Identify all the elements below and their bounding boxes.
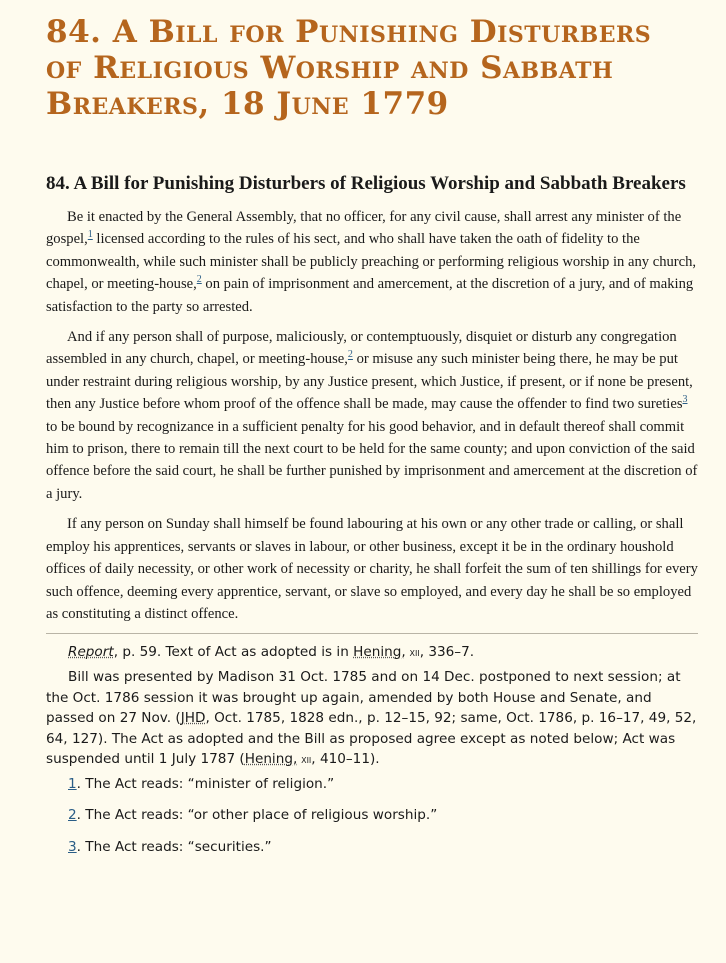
- notes-text: , Oct. 1785, 1828 edn., p. 12–15, 92; same, Oct. 1786, p. 16–17, 49, 52, 64, 127). The Act as adopted and the Bill as proposed agree except as noted below; Act was suspended until 1 July 1787 (: [46, 710, 697, 768]
- footnote-ref-1[interactable]: 1: [87, 229, 93, 241]
- bill-text-segment: on pain of imprisonment and amercement, at the discretion of a jury, and of making satisfaction to the party so arrested.: [46, 276, 694, 315]
- bill-text: [46, 206, 698, 625]
- footnote-item: [68, 774, 698, 795]
- bill-paragraph-1: [46, 206, 698, 318]
- bill-text-segment: Be it enacted by the General Assembly, that no officer, for any civil cause, shall arrest any minister of the gospel,: [46, 209, 682, 248]
- divider: [46, 633, 698, 634]
- jhd-link[interactable]: JHD: [180, 710, 206, 727]
- footnote-item: [68, 805, 698, 826]
- notes-text: , p. 59. Text of Act as adopted is in: [113, 644, 354, 661]
- volume-number: xii: [405, 645, 420, 660]
- bill-text-segment: or misuse any such minister being there, he may be put under restraint during religious worship, by any Justice present, which Justice, if present, or if none be present, then any Justice before whom proof of the offence shall be made, may cause the offender to find two sureties: [46, 351, 693, 413]
- footnote-item: [68, 837, 698, 858]
- footnote-ref-2[interactable]: 2: [196, 274, 202, 286]
- bill-paragraph-2: [46, 326, 698, 505]
- footnote-text: . The Act reads: “minister of religion.”: [76, 775, 335, 792]
- footnote-backlink-2[interactable]: 2: [68, 807, 77, 824]
- notes-paragraph-2: [46, 667, 698, 770]
- footnote-list: [68, 774, 698, 858]
- bill-paragraph-3: If any person on Sunday shall himself be found labouring at his own or any other trade or calling, or shall employ his apprentices, servants or slaves in labour, or other business, except it be in the ordinary houshold offices of daily necessity, or other work of necessity or charity, he shall forfeit the sum of ten shillings for every such offence, deeming every apprentice, servant, or slave so employed, and every day he shall be so employed as constituting a distinct offence.: [46, 516, 698, 622]
- page-title: 84. A Bill for Punishing Disturbers of Religious Worship and Sabbath Breakers, 18 June 1779: [46, 14, 652, 122]
- hening-link[interactable]: Hening,: [244, 751, 298, 768]
- volume-number: xii: [297, 752, 312, 767]
- footnote-ref-3[interactable]: 3: [682, 394, 688, 406]
- notes-paragraph-1: [46, 642, 698, 663]
- footnote-ref-2[interactable]: 2: [347, 349, 353, 361]
- footnote-backlink-1[interactable]: 1: [68, 775, 77, 792]
- notes-text: Bill was presented by Madison 31 Oct. 1785 and on 14 Dec. postponed to next session; at the Oct. 1786 session it was brought up again, amended by both House and Senate, and passed on 27 Nov. (: [46, 668, 681, 727]
- report-link[interactable]: Report: [68, 644, 114, 661]
- bill-text-segment: And if any person shall of purpose, maliciously, or contemptuously, disquiet or disturb any congregation assembled in any church, chapel, or meeting-house,: [46, 329, 677, 368]
- editorial-notes: [46, 642, 698, 857]
- footnote-text: . The Act reads: “securities.”: [76, 839, 272, 856]
- notes-text: , 410–11).: [311, 751, 380, 768]
- hening-link[interactable]: Hening,: [353, 644, 406, 661]
- bill-text-segment: to be bound by recognizance in a sufficient penalty for his good behavior, and in default thereof shall commit him to prison, there to remain till the next court to be held for the same county; and upon conviction of the said offence before the said court, he shall be further punished by imprisonment and amercement at the discretion of a jury.: [46, 418, 698, 502]
- footnote-text: . The Act reads: “or other place of religious worship.”: [76, 807, 438, 824]
- notes-text: , 336–7.: [419, 644, 475, 661]
- footnote-backlink-3[interactable]: 3: [68, 839, 77, 856]
- bill-heading: 84. A Bill for Punishing Disturbers of Religious Worship and Sabbath Breakers: [46, 173, 686, 194]
- bill-text-segment: licensed according to the rules of his sect, and who shall have taken the oath of fidelity to the commonwealth, while such minister shall be publicly preaching or performing religious worship in any church, chapel, or meeting-house,: [46, 231, 697, 293]
